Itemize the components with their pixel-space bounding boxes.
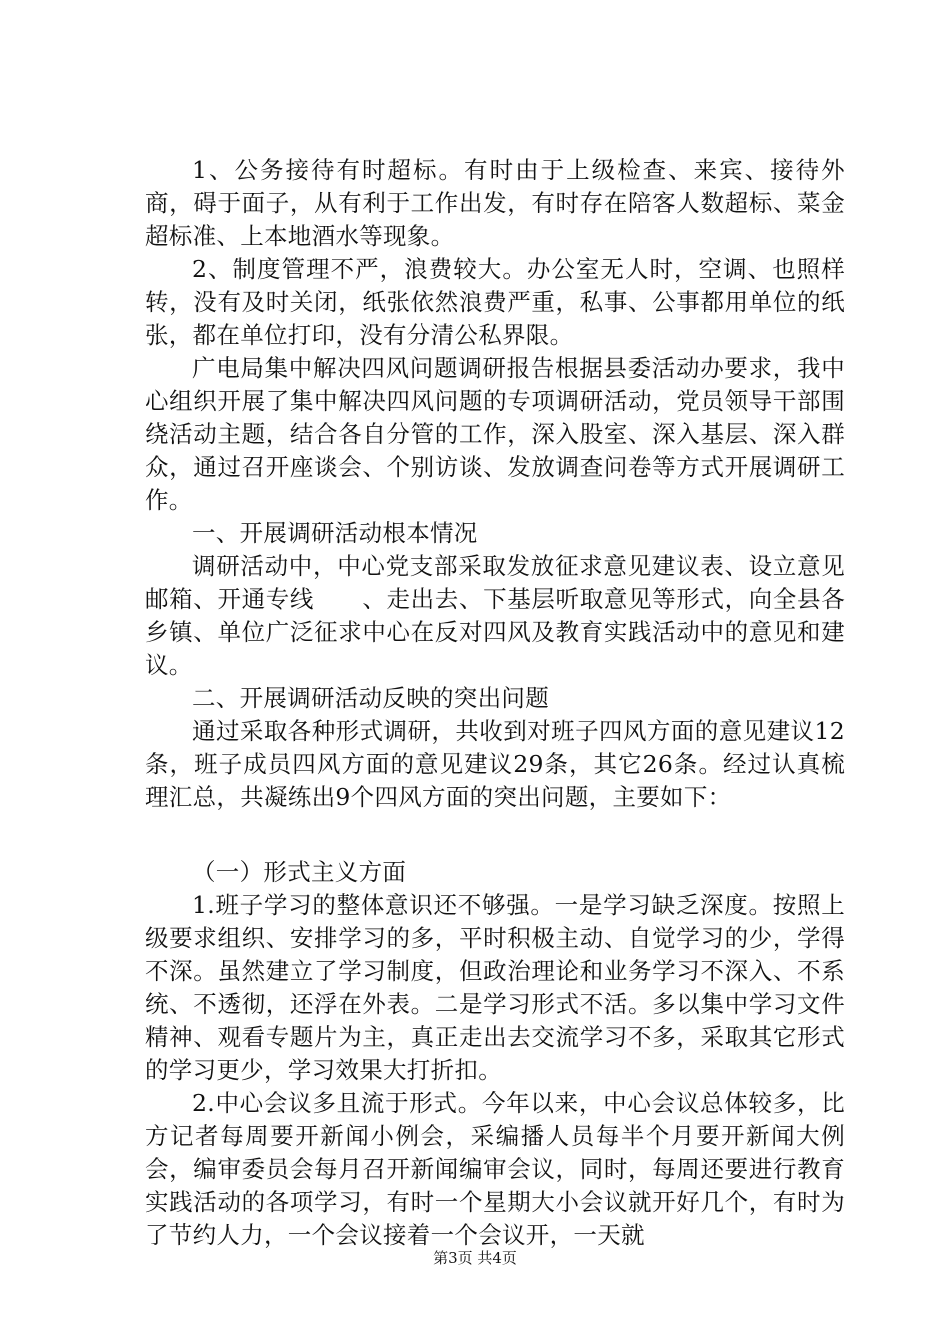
paragraph: 2.中心会议多且流于形式。今年以来，中心会议总体较多，比方记者每周要开新闻小例会，采编播人员每半个月要开新闻大例会，编审委员会每月召开新闻编审会议，同时，每周还要进行教育实践活动的各项学习，有时一个星期大小会议就开好几个，有时为了节约人力，一个会议接着一个会议开，一天就 [145,1089,845,1249]
paragraph-gap [145,814,845,856]
paragraph: 2、制度管理不严，浪费较大。办公室无人时，空调、也照样转，没有及时关闭，纸张依然浪费严重，私事、公事都用单位的纸张，都在单位打印，没有分清公私界限。 [145,255,845,349]
subsection-heading: （一）形式主义方面 [192,858,407,886]
paragraph: 1、公务接待有时超标。有时由于上级检查、来宾、接待外商，碍于面子，从有利于工作出发，有时存在陪客人数超标、菜金超标准、上本地酒水等现象。 [145,156,845,250]
document-body [145,154,845,1252]
paragraph: 调研活动中，中心党支部采取发放征求意见建议表、设立意见邮箱、开通专线 、走出去、下基层听取意见等形式，向全县各乡镇、单位广泛征求中心在反对四风及教育实践活动中的意见和建议。 [145,552,845,679]
section-heading: 一、开展调研活动根本情况 [192,519,478,547]
paragraph: 广电局集中解决四风问题调研报告根据县委活动办要求，我中心组织开展了集中解决四风问题的专项调研活动，党员领导干部围绕活动主题，结合各自分管的工作，深入股室、深入基层、深入群众，通过召开座谈会、个别访谈、发放调查问卷等方式开展调研工作。 [145,354,845,514]
paragraph: 通过采取各种形式调研，共收到对班子四风方面的意见建议12条，班子成员四风方面的意见建议29条，其它26条。经过认真梳理汇总，共凝练出9个四风方面的突出问题，主要如下： [145,717,845,811]
page-footer: 第3页 共4页 [433,1249,517,1267]
paragraph: 1.班子学习的整体意识还不够强。一是学习缺乏深度。按照上级要求组织、安排学习的多，平时积极主动、自觉学习的少，学得不深。虽然建立了学习制度，但政治理论和业务学习不深入、不系统、不透彻，还浮在外表。二是学习形式不活。多以集中学习文件精神、观看专题片为主，真正走出去交流学习不多，采取其它形式的学习更少，学习效果大打折扣。 [145,891,845,1084]
section-heading: 二、开展调研活动反映的突出问题 [192,684,549,712]
